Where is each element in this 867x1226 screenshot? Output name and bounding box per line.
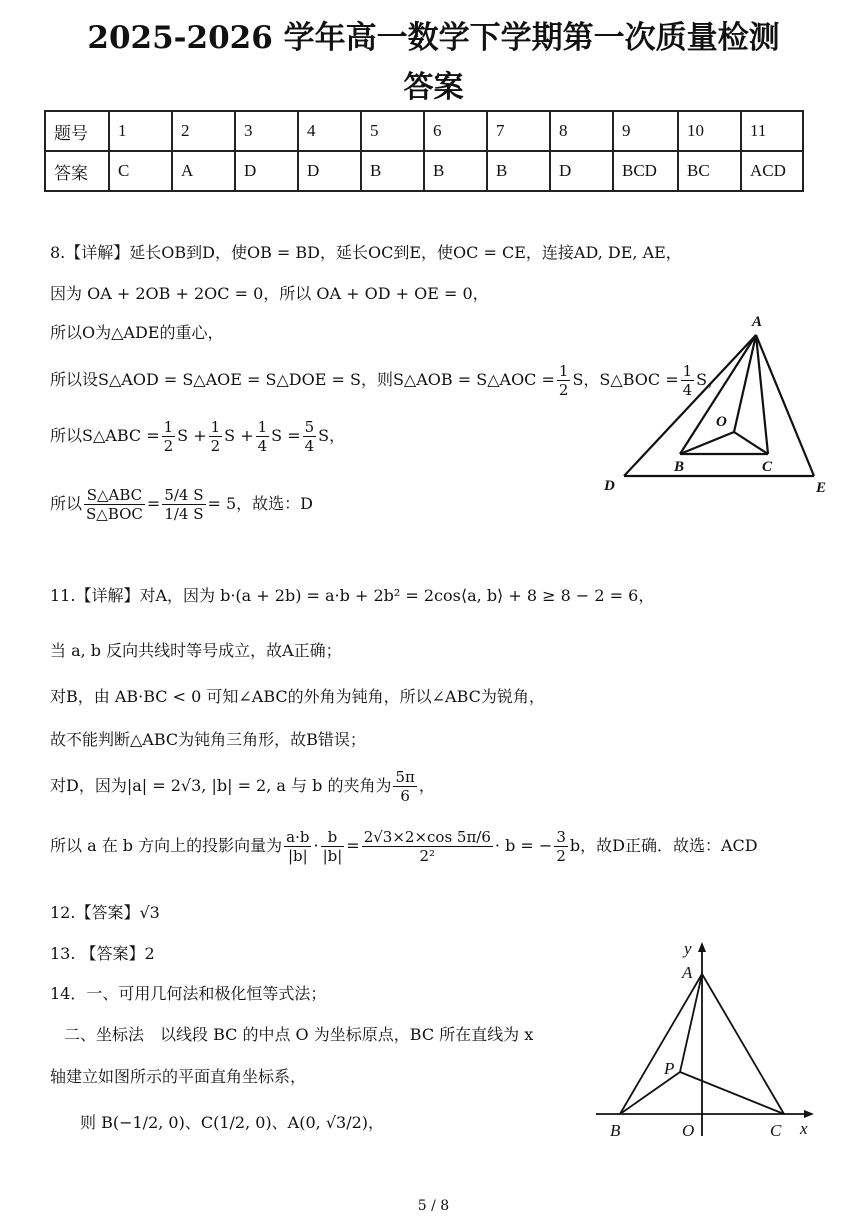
table-cell-answer: B (361, 151, 424, 191)
page-subtitle: 答案 (403, 70, 464, 105)
q8-line-1: 8.【详解】延长OB到D，使OB = BD，延长OC到E，使OC = CE，连接AD, DE, AE， (50, 243, 682, 262)
table-cell-number: 3 (235, 111, 298, 151)
q8-line-5-a: 所以S△ABC = (50, 426, 160, 445)
q12-answer: 12.【答案】√3 (50, 903, 160, 922)
table-row-numbers (45, 111, 803, 151)
table-cell-number: 5 (361, 111, 424, 151)
table-answer-label: 答案 (45, 151, 109, 191)
q8-line-5-d: S = (271, 426, 301, 445)
table-cell-answer: B (424, 151, 487, 191)
fig2-label-a: A (682, 963, 693, 982)
table-cell-answer: BCD (613, 151, 678, 191)
answer-table (44, 110, 804, 192)
q14-line-4: 则 B(−1/2, 0)、C(1/2, 0)、A(0, √3/2)， (80, 1113, 385, 1132)
fig1-label-o: O (716, 414, 727, 430)
q8-line-5-e: S， (318, 426, 346, 445)
q11-line-6-end: b，故D正确．故选：ACD (569, 836, 758, 855)
q8-line-4-a: 所以设S△AOD = S△AOE = S△DOE = S，则S△AOB = S△AOC = (50, 370, 555, 389)
fraction-area-ratio: $\frac{\text{S△ABC}}{\text{S△BOC}}$ (86, 486, 143, 523)
table-cell-number: 11 (741, 111, 803, 151)
q8-line-4-c: S， (696, 370, 724, 389)
page-title: 2025-2026 学年高一数学下学期第一次质量检测 (87, 20, 780, 56)
fig2-label-b: B (610, 1121, 621, 1140)
table-cell-number: 2 (172, 111, 235, 151)
q8-line-5 (50, 418, 345, 455)
table-cell-answer: A (172, 151, 235, 191)
fraction-quarter: $\frac{1}{4}$ (257, 418, 268, 455)
q11-line-4: 故不能判断△ABC为钝角三角形，故B错误； (50, 730, 366, 749)
fraction-area-values: $\frac{5/4 S}{1/4 S}$ (164, 486, 204, 523)
table-cell-number: 10 (678, 111, 741, 151)
q11-line-5 (50, 768, 435, 805)
fig1-label-b: B (674, 459, 685, 475)
table-cell-answer: D (298, 151, 361, 191)
fig2-label-o: O (682, 1121, 695, 1140)
fraction-half: $\frac{1}{2}$ (558, 362, 569, 399)
q8-line-5-c: S + (224, 426, 254, 445)
fig2-label-p: P (664, 1059, 675, 1078)
q8-line-3: 所以O为△ADE的重心， (50, 323, 224, 342)
fraction-half: $\frac{1}{2}$ (210, 418, 221, 455)
fig1-label-a: A (752, 314, 763, 330)
table-cell-answer: D (550, 151, 613, 191)
fraction-projection-value: $\frac{2√3\times 2\times\cos 5\pi/6}{\text{2²}}$ (363, 828, 491, 865)
q14-line-3: 轴建立如图所示的平面直角坐标系， (50, 1067, 307, 1086)
q11-line-6-mid: · b = − (494, 836, 553, 855)
fig1-label-c: C (762, 459, 773, 475)
fig2-label-x: x (800, 1119, 808, 1138)
q8-line-4-b: S，S△BOC = (572, 370, 679, 389)
q11-line-6-a: 所以 a 在 b 方向上的投影向量为 (50, 836, 283, 855)
fig2-label-y: y (684, 939, 692, 958)
q11-line-5-b: ， (418, 776, 435, 795)
q8-line-5-b: S + (177, 426, 207, 445)
q13-answer: 13. 【答案】2 (50, 944, 155, 963)
table-cell-number: 1 (109, 111, 172, 151)
q8-line-6-a: 所以 (50, 494, 83, 513)
q11-line-5-a: 对D，因为|a| = 2√3, |b| = 2, a 与 b 的夹角为 (50, 776, 392, 795)
q11-line-1: 11.【详解】对A，因为 b·(a + 2b) = a·b + 2b² = 2cos⟨a, b⟩ + 8 ≥ 8 − 2 = 6， (50, 586, 655, 605)
triangle-figure-ade (596, 308, 836, 498)
table-cell-answer: C (109, 151, 172, 191)
coordinate-figure-abc (592, 936, 820, 1148)
table-cell-number: 8 (550, 111, 613, 151)
table-row-answers (45, 151, 803, 191)
q11-line-6: 所以 a 在 b 方向上的投影向量为 $\frac{a\cdot b}{|b|}$ · $\frac{b}{|b|}$ = $\frac{2√3\times 2\times\cos 5\pi/6}{\text{2²}}$ · b = − $\frac{3}{2}$ b，故D正确．故选：ACD (50, 828, 758, 865)
fraction-five-pi-six: $\frac{5\pi}{6}$ (395, 768, 415, 805)
fraction-three-halves: $\frac{3}{2}$ (556, 828, 566, 865)
table-cell-number: 4 (298, 111, 361, 151)
q11-equals: = (346, 836, 360, 855)
q11-line-2: 当 a, b 反向共线时等号成立，故A正确； (50, 641, 342, 660)
fig2-label-c: C (770, 1121, 782, 1140)
q8-line-6-b: = 5，故选：D (207, 494, 314, 513)
table-cell-number: 6 (424, 111, 487, 151)
fraction-half: $\frac{1}{2}$ (163, 418, 174, 455)
q8-line-2: 因为 OA + 2OB + 2OC = 0，所以 OA + OD + OE = 0， (50, 284, 489, 303)
table-cell-number: 7 (487, 111, 550, 151)
table-cell-answer: B (487, 151, 550, 191)
q14-line-2: 二、坐标法 以线段 BC 的中点 O 为坐标原点，BC 所在直线为 x (64, 1025, 534, 1044)
table-cell-answer: ACD (741, 151, 803, 191)
fig1-label-e: E (816, 480, 827, 496)
q8-line-6: 所以 $\frac{\text{S△ABC}}{\text{S△BOC}}$ = $\frac{5/4 S}{1/4 S}$ = 5，故选：D (50, 486, 314, 523)
table-header-label: 题号 (45, 111, 109, 151)
fraction-quarter: $\frac{1}{4}$ (682, 362, 693, 399)
q14-line-1: 14．一、可用几何法和极化恒等式法； (50, 984, 327, 1003)
page-number: 5 / 8 (417, 1198, 450, 1214)
fig1-label-d: D (604, 478, 615, 494)
fraction-dot-over-norm: $\frac{a\cdot b}{|b|}$ (286, 828, 310, 865)
fraction-five-quarters: $\frac{5}{4}$ (304, 418, 315, 455)
table-cell-answer: BC (678, 151, 741, 191)
q11-line-3: 对B，由 AB·BC < 0 可知∠ABC的外角为钝角，所以∠ABC为锐角， (50, 687, 545, 706)
table-cell-number: 9 (613, 111, 678, 151)
fraction-unit-vector: $\frac{b}{|b|}$ (322, 828, 343, 865)
table-cell-answer: D (235, 151, 298, 191)
